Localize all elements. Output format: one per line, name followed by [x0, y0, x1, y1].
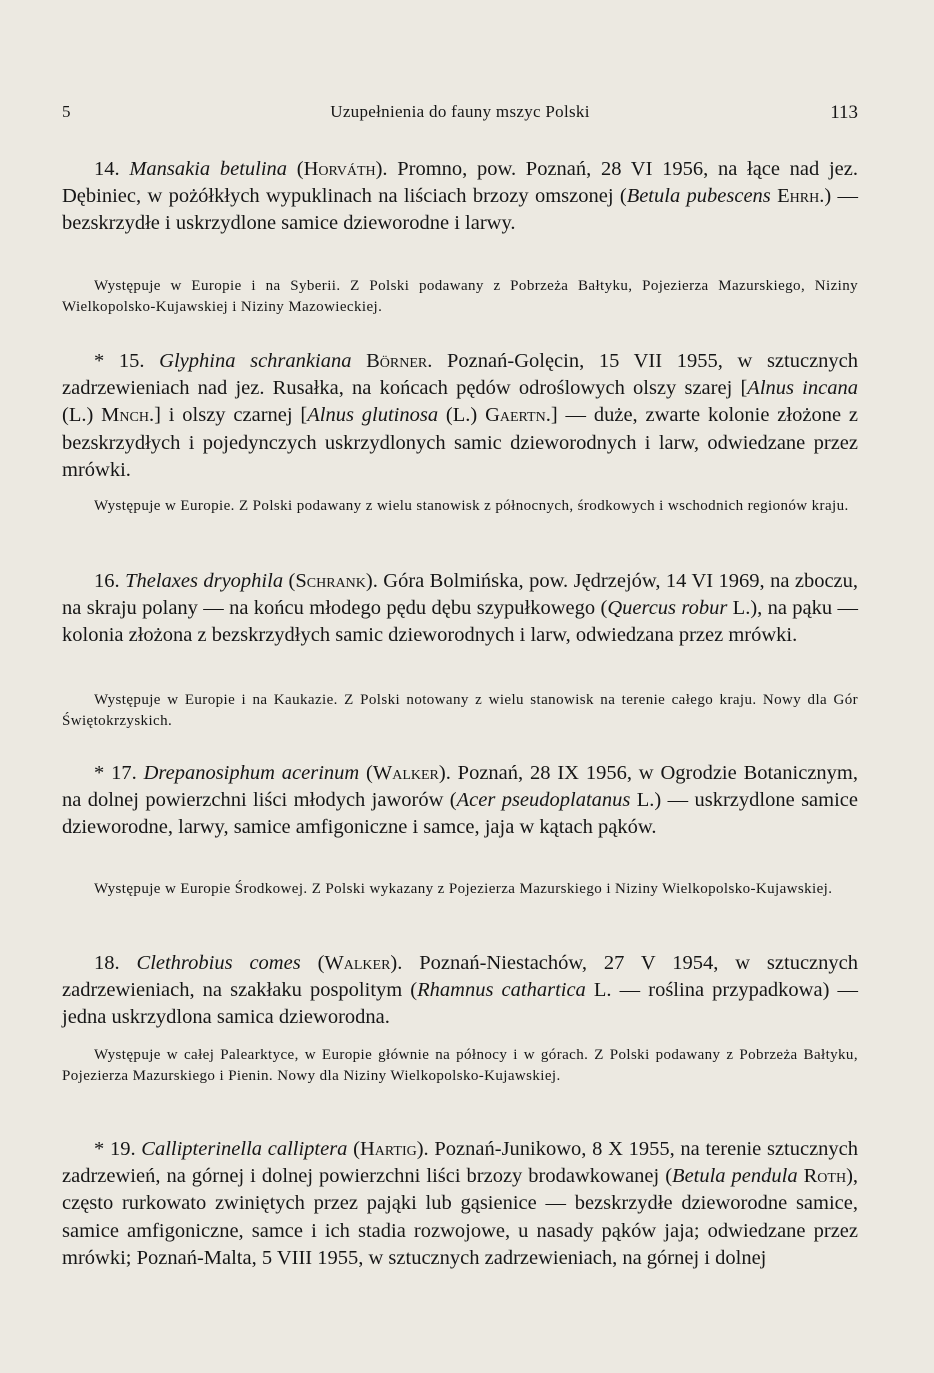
- plant-author: Ehrh.: [777, 185, 825, 208]
- species-name: Clethrobius comes: [136, 952, 301, 974]
- entry-text: 16. Thelaxes dryophila (Schrank). Góra Bolmińska, pow. Jędrzejów, 14 VI 1969, na zboczu, na skraju polany — na końcu młodego pędu dębu szypułkowego (Quercus robur L.), na pąku — kolonia złożona z bezskrzydłych samic dzieworodnych i larw, odwiedzana przez mrówki.: [62, 570, 859, 647]
- page-number: 113: [830, 102, 858, 123]
- plant-author: Mnch.: [101, 404, 155, 427]
- species-name: Glyphina schrankiana: [159, 350, 352, 372]
- distribution-note-17: Występuje w Europie Środkowej. Z Polski wykazany z Pojezierza Mazurskiego i Niziny Wielkopolsko-Kujawskiej.: [94, 881, 833, 897]
- entry-15: [62, 348, 858, 484]
- entry-text: 18. Clethrobius comes (Walker). Poznań-Niestachów, 27 V 1954, w sztucznych zadrzewieniach, na szakłaku pospolitym (Rhamnus cathartica L. — roślina przypadkowa) — jedna uskrzydlona samica dzieworodna.: [62, 952, 858, 1029]
- plant-author: Gaertn.: [485, 404, 551, 427]
- host-plant: Betula pubescens: [626, 185, 771, 208]
- species-name: Mansakia betulina: [129, 158, 288, 180]
- host-plant: Betula pendula: [672, 1165, 798, 1188]
- entry-text: 14. Mansakia betulina (Horváth). Promno, pow. Poznań, 28 VI 1956, na łące nad jez. Dębiniec, w pożółkłych wypuklinach na liściach brzozy omszonej (Betula pubescens Ehrh.) — bezskrzydłe i uskrzydlone samice dzieworodne i larwy.: [62, 158, 859, 235]
- species-name: Callipterinella calliptera: [141, 1138, 348, 1160]
- species-name: Thelaxes dryophila: [125, 570, 284, 592]
- species-author: Horváth: [303, 158, 376, 180]
- species-name: Drepanosiphum acerinum: [143, 762, 360, 784]
- entry-text: * 15. Glyphina schrankiana Börner. Poznań-Golęcin, 15 VII 1955, w sztucznych zadrzewieniach nad jez. Rusałka, na końcach pędów odroślowych olszy szarej [Alnus incana (L.) Mnch.] i olszy czarnej [Alnus glutinosa (L.) Gaertn.] — duże, zwarte kolonie złożone z bezskrzydłych i pojedynczych uskrzydlonych samic dzieworodnych i larw, odwiedzane przez mrówki.: [62, 350, 859, 481]
- host-plant: Rhamnus cathartica: [417, 979, 586, 1002]
- entry-19: [62, 1136, 858, 1272]
- host-plant: Alnus incana: [747, 377, 858, 400]
- species-author: Schrank: [295, 570, 366, 592]
- distribution-note-18: Występuje w całej Palearktyce, w Europie głównie na północy i w górach. Z Polski podawany z Pobrzeża Bałtyku, Pojezierza Mazurskiego i Pienin. Nowy dla Niziny Wielkopolsko-Kujawskiej.: [62, 1047, 858, 1084]
- species-author: Walker: [324, 952, 391, 974]
- entry-16: [62, 568, 858, 650]
- species-author: Hartig: [359, 1138, 417, 1160]
- entry-text: * 19. Callipterinella calliptera (Hartig). Poznań-Junikowo, 8 X 1955, na terenie sztucznych zadrzewień, na górnej i dolnej powierzchni liści brzozy brodawkowanej (Betula pendula Roth), często rurkowato zwiniętych przez pająki lub gąsienice — bezskrzydłe dzieworodne samice, samice amfigoniczne, samce i ich stadia rozwojowe, u nasady pąków jaja; odwiedzane przez mrówki; Poznań-Malta, 5 VIII 1955, w sztucznych zadrzewieniach, na górnej i dolnej: [62, 1138, 859, 1269]
- plant-author: Roth: [803, 1165, 847, 1188]
- page-header: [62, 102, 858, 130]
- distribution-note-14: Występuje w Europie i na Syberii. Z Polski podawany z Pobrzeża Bałtyku, Pojezierza Mazurskiego, Niziny Wielkopolsko-Kujawskiej i Niziny Mazowieckiej.: [62, 278, 858, 315]
- distribution-note-15: Występuje w Europie. Z Polski podawany z wielu stanowisk z północnych, środkowych i wschodnich regionów kraju.: [94, 498, 849, 514]
- distribution-note-16: Występuje w Europie i na Kaukazie. Z Polski notowany z wielu stanowisk na terenie całego kraju. Nowy dla Gór Świętokrzyskich.: [62, 692, 858, 729]
- running-title: Uzupełnienia do fauny mszyc Polski: [330, 102, 590, 121]
- host-plant: Quercus robur: [607, 597, 728, 620]
- volume-number: 5: [62, 102, 71, 121]
- entry-17: [62, 760, 858, 842]
- entry-text: * 17. Drepanosiphum acerinum (Walker). Poznań, 28 IX 1956, w Ogrodzie Botanicznym, na dolnej powierzchni liści młodych jaworów (Acer pseudoplatanus L.) — uskrzydlone samice dzieworodne, larwy, samice amfigoniczne i samce, jaja w kątach pąków.: [62, 762, 858, 839]
- entry-14: [62, 156, 858, 238]
- species-author: Börner: [366, 350, 428, 372]
- host-plant: Alnus glutinosa: [307, 404, 439, 427]
- entry-18: [62, 950, 858, 1032]
- species-author: Walker: [372, 762, 439, 784]
- host-plant: Acer pseudoplatanus: [456, 789, 631, 812]
